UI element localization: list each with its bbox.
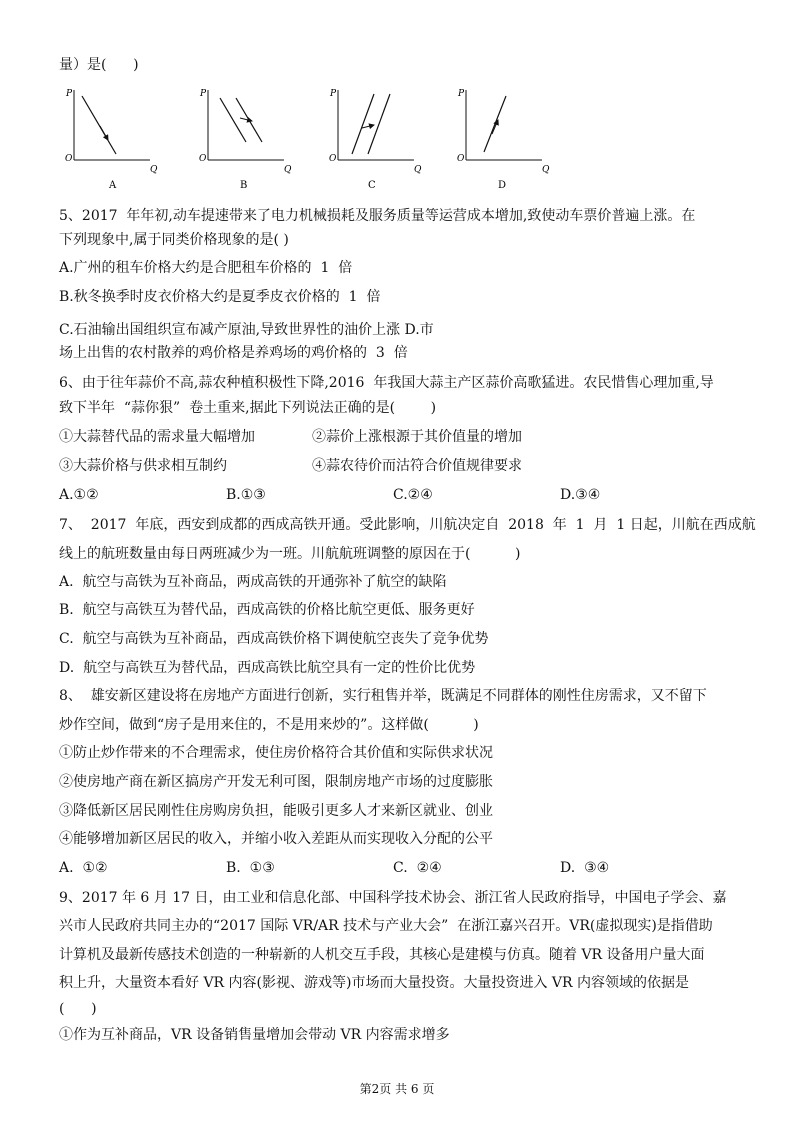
question-8-stem-line-2: 炒作空间，做到“房子是用来住的，不是用来炒的”。这样做( ) bbox=[59, 717, 479, 733]
question-9-stem-line-4: 积上升，大量资本看好 VR 内容(影视、游戏等)市场而大量投资。大量投资进入 VR 内容领域的依据是 bbox=[59, 975, 690, 991]
axis-o-label: O bbox=[329, 154, 337, 164]
axis-q-label: Q bbox=[542, 165, 550, 175]
page-footer: 第2页 共 6 页 bbox=[359, 1082, 435, 1096]
question-5-option-c-line-1: C.石油输出国组织宣布减产原油,导致世界性的油价上涨 D.市 bbox=[59, 322, 434, 338]
question-8-option-c: C. ②④ bbox=[393, 860, 442, 876]
question-5-option-a: A.广州的租车价格大约是合肥租车价格的 1 倍 bbox=[59, 260, 353, 276]
question-8-statement-4: ④能够增加新区居民的收入，并缩小收入差距从而实现收入分配的公平 bbox=[59, 831, 493, 847]
question-6-option-c: C.②④ bbox=[393, 487, 433, 503]
question-8-option-a: A. ①② bbox=[59, 860, 108, 876]
question-7-option-a: A. 航空与高铁为互补商品，两成高铁的开通弥补了航空的缺陷 bbox=[59, 574, 447, 590]
axis-p-label: P bbox=[458, 89, 465, 99]
question-5-stem-line-1: 5、2017 年年初,动车提速带来了电力机械损耗及服务质量等运营成本增加,致使动车票价普遍上涨。在 bbox=[59, 208, 696, 224]
question-6-option-b: B.①③ bbox=[226, 487, 266, 503]
question-5-option-c-line-2: 场上出售的农村散养的鸡价格是养鸡场的鸡价格的 3 倍 bbox=[59, 345, 408, 361]
supply-demand-graphs bbox=[62, 84, 550, 194]
axis-o-label: O bbox=[65, 154, 73, 164]
question-6-statement-1: ①大蒜替代品的需求量大幅增加 bbox=[59, 429, 255, 445]
question-7-stem-line-1: 7、 2017 年底，西安到成都的西成高铁开通。受此影响，川航决定自 2018 年 1 月 1 日起，川航在西成航 bbox=[59, 517, 756, 533]
graph-set bbox=[62, 84, 550, 194]
graph-b-label: B bbox=[240, 180, 248, 191]
question-7-option-b: B. 航空与高铁互为替代品，西成高铁的价格比航空更低、服务更好 bbox=[59, 602, 475, 618]
question-6-statement-2: ②蒜价上涨根源于其价值量的增加 bbox=[312, 429, 522, 445]
question-9-answer-blank: ( ) bbox=[59, 1001, 97, 1017]
graph-c-label: C bbox=[368, 180, 376, 191]
question-7-stem-line-2: 线上的航班数量由每日两班减少为一班。川航航班调整的原因在于( ) bbox=[59, 546, 521, 562]
question-5-option-b: B.秋冬换季时皮衣价格大约是夏季皮衣价格的 1 倍 bbox=[59, 289, 381, 305]
graph-a bbox=[65, 89, 158, 191]
question-6-stem-line-2: 致下半年 “蒜你狠” 卷土重来,据此下列说法正确的是( ) bbox=[59, 400, 437, 416]
axis-o-label: O bbox=[457, 154, 465, 164]
question-8-stem-line-1: 8、 雄安新区建设将在房地产方面进行创新，实行租售并举，既满足不同群体的刚性住房需求，又不留下 bbox=[59, 688, 707, 704]
question-8-option-d: D. ③④ bbox=[560, 860, 610, 876]
question-9-statement-1: ①作为互补商品，VR 设备销售量增加会带动 VR 内容需求增多 bbox=[59, 1027, 450, 1043]
question-8-statement-1: ①防止炒作带来的不合理需求，使住房价格符合其价值和实际供求状况 bbox=[59, 745, 493, 761]
axis-q-label: Q bbox=[414, 165, 422, 175]
axis-o-label: O bbox=[199, 154, 207, 164]
graph-c bbox=[329, 89, 422, 191]
question-6-stem-line-1: 6、由于往年蒜价不高,蒜农种植积极性下降,2016 年我国大蒜主产区蒜价高歌猛进。农民惜售心理加重,导 bbox=[59, 375, 714, 391]
question-9-stem-line-2: 兴市人民政府共同主办的“2017 国际 VR/AR 技术与产业大会” 在浙江嘉兴召开。VR(虚拟现实)是指借助 bbox=[59, 918, 713, 934]
graph-b bbox=[199, 89, 292, 191]
axis-p-label: P bbox=[200, 89, 207, 99]
question-6-statement-3: ③大蒜价格与供求相互制约 bbox=[59, 458, 227, 474]
question-7-option-c: C. 航空与高铁为互补商品，西成高铁价格下调使航空丧失了竞争优势 bbox=[59, 631, 489, 647]
question-6-option-a: A.①② bbox=[59, 487, 99, 503]
question-4-tail: 量）是( ) bbox=[59, 57, 139, 73]
question-5-stem-line-2: 下列现象中,属于同类价格现象的是( ) bbox=[59, 232, 289, 248]
question-8-statement-3: ③降低新区居民刚性住房购房负担，能吸引更多人才来新区就业、创业 bbox=[59, 803, 493, 819]
graph-d-label: D bbox=[498, 180, 507, 191]
question-6-statement-4: ④蒜农待价而沽符合价值规律要求 bbox=[312, 458, 522, 474]
question-7-option-d: D. 航空与高铁互为替代品，西成高铁比航空具有一定的性价比优势 bbox=[59, 660, 476, 676]
axis-p-label: P bbox=[66, 89, 73, 99]
question-6-option-d: D.③④ bbox=[560, 487, 601, 503]
question-9-stem-line-1: 9、2017 年 6 月 17 日，由工业和信息化部、中国科学技术协会、浙江省人民政府指导，中国电子学会、嘉 bbox=[59, 890, 727, 906]
graph-d bbox=[457, 89, 550, 191]
question-8-option-b: B. ①③ bbox=[226, 860, 275, 876]
axis-q-label: Q bbox=[284, 165, 292, 175]
question-8-statement-2: ②使房地产商在新区搞房产开发无利可图，限制房地产市场的过度膨胀 bbox=[59, 774, 493, 790]
axis-p-label: P bbox=[330, 89, 337, 99]
question-9-stem-line-3: 计算机及最新传感技术创造的一种崭新的人机交互手段，其核心是建模与仿真。随着 VR 设备用户量大面 bbox=[59, 947, 705, 963]
graph-a-label: A bbox=[109, 180, 117, 191]
axis-q-label: Q bbox=[150, 165, 158, 175]
